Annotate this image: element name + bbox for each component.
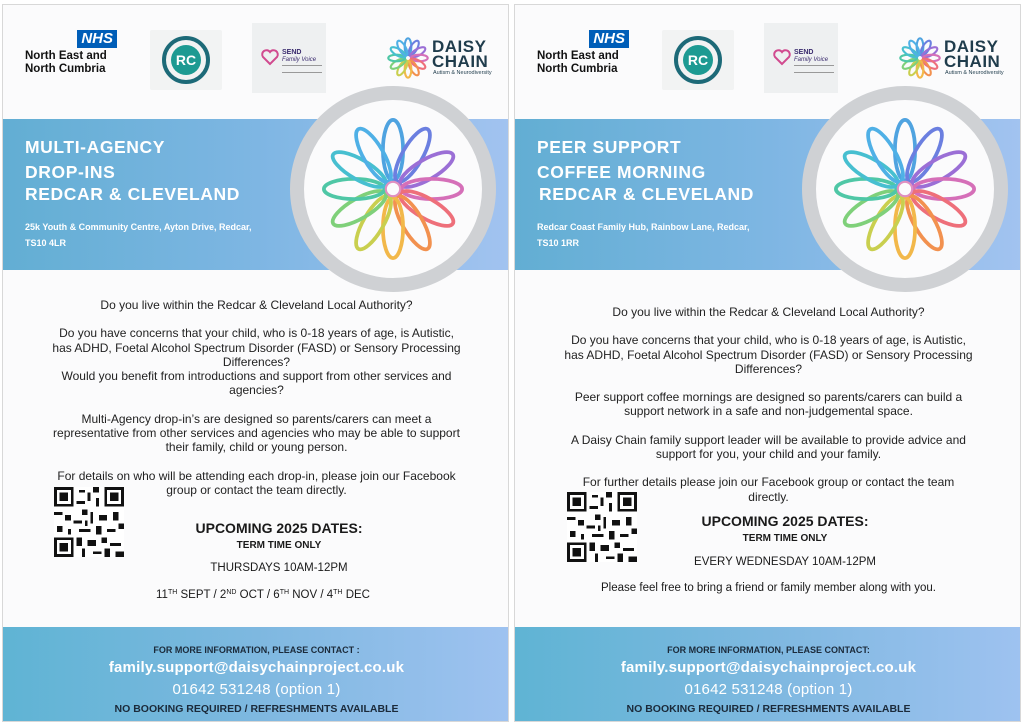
concerns-line1: Do you have concerns that your child, who is 0-18 years of age, is Autistic, bbox=[59, 326, 454, 341]
date-3-month: NOV / bbox=[289, 589, 327, 601]
concerns-line3: Differences? bbox=[222, 354, 291, 369]
contact-footer bbox=[515, 627, 1021, 722]
daisy-chain-tagline: Autism & Neurodiversity bbox=[945, 70, 1004, 76]
daisy-chain-logo bbox=[387, 37, 497, 81]
contact-email-link[interactable]: family.support@daisychainproject.co.uk bbox=[108, 659, 405, 676]
daisy-wordmark-line1: DAISY bbox=[944, 37, 999, 56]
bring-a-friend-note: Please feel free to bring a friend or family member along with you. bbox=[601, 582, 936, 594]
daisy-flower-icon bbox=[321, 117, 465, 261]
venue-address-line1: Redcar Coast Family Hub, Rainbow Lane, Redcar, bbox=[537, 222, 750, 232]
facebook-group-qr-code[interactable] bbox=[54, 487, 124, 557]
intro-question: Do you live within the Redcar & Cleveland Local Authority? bbox=[612, 305, 925, 319]
nhs-logo bbox=[25, 28, 117, 76]
date-1-suffix: TH bbox=[167, 589, 178, 596]
booking-note: NO BOOKING REQUIRED / REFRESHMENTS AVAILABLE bbox=[114, 703, 399, 715]
redcar-cleveland-council-logo bbox=[662, 30, 734, 90]
date-3-day: 6 bbox=[273, 589, 280, 601]
body-intro bbox=[533, 305, 1004, 504]
intro-question: Do you live within the Redcar & Cleveland Local Authority? bbox=[100, 298, 413, 312]
svg-text:RC: RC bbox=[687, 52, 709, 68]
send-small-print bbox=[282, 65, 322, 73]
date-3-suffix: TH bbox=[279, 589, 290, 596]
venue-address-line2: TS10 1RR bbox=[537, 238, 580, 248]
term-time-label: TERM TIME ONLY bbox=[742, 533, 828, 544]
venue-address-line1: 25k Youth & Community Centre, Ayton Drive, Redcar, bbox=[25, 222, 252, 232]
redcar-cleveland-council-logo bbox=[150, 30, 222, 90]
nhs-logo-box: NHS bbox=[589, 30, 629, 48]
nhs-region-name bbox=[537, 50, 629, 76]
venue-address bbox=[537, 219, 807, 251]
heart-icon bbox=[260, 47, 280, 67]
hero-title-line3: REDCAR & CLEVELAND bbox=[539, 184, 754, 204]
contact-email-link[interactable]: family.support@daisychainproject.co.uk bbox=[620, 659, 917, 676]
nhs-region-line2: North Cumbria bbox=[25, 63, 106, 75]
date-1-month: SEPT / bbox=[177, 589, 220, 601]
concerns-line1: Do you have concerns that your child, who is 0-18 years of age, is Autistic, bbox=[571, 333, 966, 348]
nhs-logo-box: NHS bbox=[77, 30, 117, 48]
concerns-line2: has ADHD, Foetal Alcohol Spectrum Disorder (FASD) or Sensory Processing bbox=[564, 347, 973, 362]
daisy-flower-icon bbox=[899, 37, 941, 79]
date-4-suffix: TH bbox=[333, 589, 343, 596]
send-subtitle: Family Voice bbox=[282, 57, 317, 63]
session-schedule: EVERY WEDNESDAY 10AM-12PM bbox=[694, 556, 876, 568]
nhs-region-line1: North East and bbox=[537, 50, 619, 62]
date-4-month: DEC bbox=[342, 589, 370, 601]
support-leader-line1: A Daisy Chain family support leader will be available to provide advice and bbox=[571, 432, 966, 447]
hero-title-line2: COFFEE MORNING bbox=[537, 162, 706, 182]
details-line1: For further details please join our Facebook group or contact the team bbox=[582, 475, 955, 490]
date-2-suffix: ND bbox=[226, 589, 237, 596]
daisy-wordmark-line1: DAISY bbox=[432, 37, 487, 56]
support-leader-line2: support for you, your child and your family. bbox=[655, 447, 882, 462]
rc-emblem-icon bbox=[150, 30, 222, 90]
hero-title-line1: MULTI-AGENCY bbox=[25, 137, 166, 157]
send-small-print bbox=[794, 65, 834, 73]
date-2-month: OCT / bbox=[236, 589, 274, 601]
venue-address-line2: TS10 4LR bbox=[25, 238, 67, 248]
send-title: SEND bbox=[794, 49, 814, 56]
send-title: SEND bbox=[282, 49, 302, 56]
poster-peer-support-coffee-morning bbox=[514, 4, 1021, 722]
description-line2: representative from other services and agencies who may be able to support bbox=[53, 426, 460, 441]
body-intro bbox=[21, 298, 492, 497]
contact-phone[interactable]: 01642 531248 (option 1) bbox=[172, 681, 341, 698]
upcoming-dates-heading: UPCOMING 2025 DATES: bbox=[701, 513, 869, 529]
send-family-voice-logo bbox=[252, 23, 326, 93]
poster-multi-agency-drop-ins bbox=[2, 4, 509, 722]
nhs-region-name bbox=[25, 50, 117, 76]
benefit-line1: Would you benefit from introductions and support from other services and bbox=[61, 369, 452, 384]
details-line2: group or contact the team directly. bbox=[166, 482, 347, 497]
concerns-line3: Differences? bbox=[734, 361, 803, 376]
booking-note: NO BOOKING REQUIRED / REFRESHMENTS AVAILABLE bbox=[626, 703, 911, 715]
nhs-region-line1: North East and bbox=[25, 50, 107, 62]
description-line1: Peer support coffee mornings are designed so parents/carers can build a bbox=[574, 390, 963, 405]
contact-phone[interactable]: 01642 531248 (option 1) bbox=[684, 681, 853, 698]
daisy-chain-wordmark bbox=[432, 39, 488, 69]
concerns-line2: has ADHD, Foetal Alcohol Spectrum Disorder (FASD) or Sensory Processing bbox=[52, 340, 461, 355]
contact-heading: FOR MORE INFORMATION, PLEASE CONTACT : bbox=[153, 645, 360, 655]
nhs-region-line2: North Cumbria bbox=[537, 63, 618, 75]
upcoming-dates-heading: UPCOMING 2025 DATES: bbox=[195, 520, 363, 536]
date-1-day: 11 bbox=[156, 589, 168, 601]
send-family-voice-logo bbox=[764, 23, 838, 93]
term-time-label: TERM TIME ONLY bbox=[236, 540, 322, 551]
description-line2: support network in a safe and non-judgemental space. bbox=[624, 404, 913, 419]
description-line1: Multi-Agency drop-in’s are designed so parents/carers can meet a bbox=[81, 411, 432, 426]
hero-title-line1: PEER SUPPORT bbox=[537, 137, 682, 157]
daisy-chain-tagline: Autism & Neurodiversity bbox=[433, 70, 492, 76]
daisy-wordmark-line2: CHAIN bbox=[944, 52, 1001, 71]
date-2-day: 2 bbox=[219, 589, 227, 601]
contact-heading: FOR MORE INFORMATION, PLEASE CONTACT: bbox=[667, 645, 870, 655]
contact-footer bbox=[3, 627, 509, 722]
daisy-chain-wordmark bbox=[944, 39, 1000, 69]
heart-icon bbox=[772, 47, 792, 67]
daisy-flower-icon bbox=[833, 117, 977, 261]
daisy-wordmark-line2: CHAIN bbox=[432, 52, 489, 71]
hero-title-line3: REDCAR & CLEVELAND bbox=[25, 184, 240, 204]
daisy-flower-icon bbox=[387, 37, 429, 79]
session-dates bbox=[63, 589, 463, 601]
rc-emblem-icon bbox=[662, 30, 734, 90]
svg-text:RC: RC bbox=[175, 52, 197, 68]
daisy-chain-logo bbox=[899, 37, 1009, 81]
send-subtitle: Family Voice bbox=[794, 57, 829, 63]
date-4-day: 4 bbox=[326, 589, 334, 601]
description-line3: their family, child or young person. bbox=[165, 440, 348, 455]
hero-title-line2: DROP-INS bbox=[25, 162, 116, 182]
session-schedule: THURSDAYS 10AM-12PM bbox=[210, 562, 348, 574]
benefit-line2: agencies? bbox=[229, 383, 284, 398]
details-line2: directly. bbox=[748, 489, 789, 504]
details-line1: For details on who will be attending each drop-in, please join our Facebook bbox=[57, 468, 456, 483]
venue-address bbox=[25, 219, 295, 251]
nhs-logo bbox=[537, 28, 629, 76]
facebook-group-qr-code[interactable] bbox=[567, 492, 637, 562]
